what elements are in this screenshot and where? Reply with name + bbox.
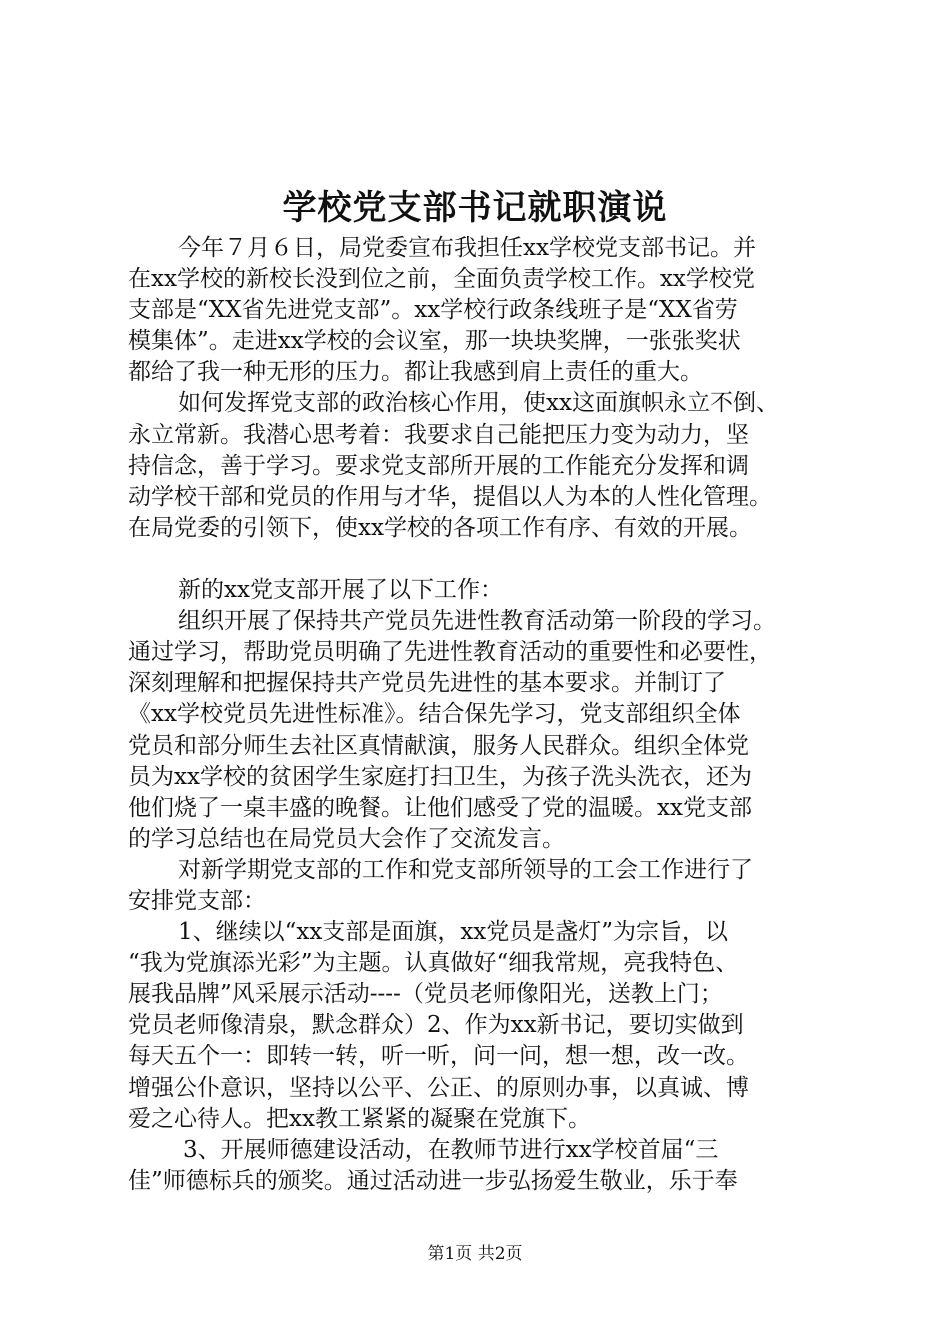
text-line: 在局党委的引领下，使xx学校的各项工作有序、有效的开展。 [128, 514, 752, 541]
text-line: 动学校干部和党员的作用与才华，提倡以人为本的人性化管理。 [128, 483, 772, 510]
text-line: 持信念，善于学习。要求党支部所开展的工作能充分发挥和调 [128, 452, 749, 479]
text-line: 的学习总结也在局党员大会作了交流发言。 [128, 825, 565, 852]
text-line: 今年７月６日，局党委宣布我担任xx学校党支部书记。并 [178, 235, 756, 261]
text-line: 对新学期党支部的工作和党支部所领导的工会工作进行了 [178, 856, 753, 883]
text-line: 爱之心待人。把xx教工紧紧的凝聚在党旗下。 [128, 1105, 591, 1132]
text-line: 《xx学校党员先进性标准》。结合保先学习，党支部组织全体 [128, 701, 741, 728]
text-line: 党员和部分师生去社区真情献演，服务人民群众。组织全体党 [128, 732, 749, 759]
text-line: 通过学习，帮助党员明确了先进性教育活动的重要性和必要性， [128, 639, 772, 666]
text-line: 1、继续以“xx支部是面旗，xx党员是盏灯”为宗旨，以 [178, 919, 729, 946]
text-line: 永立常新。我潜心思考着：我要求自己能把压力变为动力，坚 [128, 421, 749, 448]
text-line: 展我品牌”风采展示活动----（党员老师像阳光，送教上门； [128, 981, 723, 1008]
text-line: 支部是“XX省先进党支部”。xx学校行政条线班子是“XX省劳 [128, 297, 738, 324]
text-line: 佳”师德标兵的颁奖。通过活动进一步弘扬爱生敬业，乐于奉 [128, 1167, 738, 1194]
page-number: 第1页 共2页 [427, 1244, 523, 1264]
text-line: 员为xx学校的贫困学生家庭打扫卫生，为孩子洗头洗衣，还为 [128, 763, 752, 790]
text-line: 如何发挥党支部的政治核心作用，使xx这面旗帜永立不倒、 [178, 390, 779, 417]
document-body [128, 233, 828, 1197]
text-line: 在xx学校的新校长没到位之前，全面负责学校工作。xx学校党 [128, 266, 755, 293]
text-line: 组织开展了保持共产党员先进性教育活动第一阶段的学习。 [178, 608, 776, 635]
text-line: 深刻理解和把握保持共产党员先进性的基本要求。并制订了 [128, 670, 726, 697]
text-line: 安排党支部： [128, 887, 266, 914]
text-line: 都给了我一种无形的压力。都让我感到肩上责任的重大。 [128, 359, 703, 386]
text-line: 增强公仆意识，坚持以公平、公正、的原则办事，以真诚、博 [128, 1074, 749, 1101]
text-line: 模集体”。走进xx学校的会议室，那一块块奖牌，一张张奖状 [128, 328, 741, 355]
text-line: 3、开展师德建设活动，在教师节进行xx学校首届“三 [183, 1136, 719, 1163]
text-line: 他们烧了一桌丰盛的晚餐。让他们感受了党的温暖。xx党支部 [128, 794, 752, 821]
text-line: “我为党旗添光彩”为主题。认真做好“细我常规，亮我特色、 [128, 950, 739, 977]
text-line: 新的xx党支部开展了以下工作： [178, 577, 503, 604]
document-title: 学校党支部书记就职演说 [282, 188, 668, 228]
text-line: 党员老师像清泉，默念群众）2、作为xx新书记，要切实做到 [128, 1012, 744, 1039]
text-line: 每天五个一：即转一转，听一听，问一问，想一想，改一改。 [128, 1043, 749, 1070]
blank-line [128, 544, 828, 575]
